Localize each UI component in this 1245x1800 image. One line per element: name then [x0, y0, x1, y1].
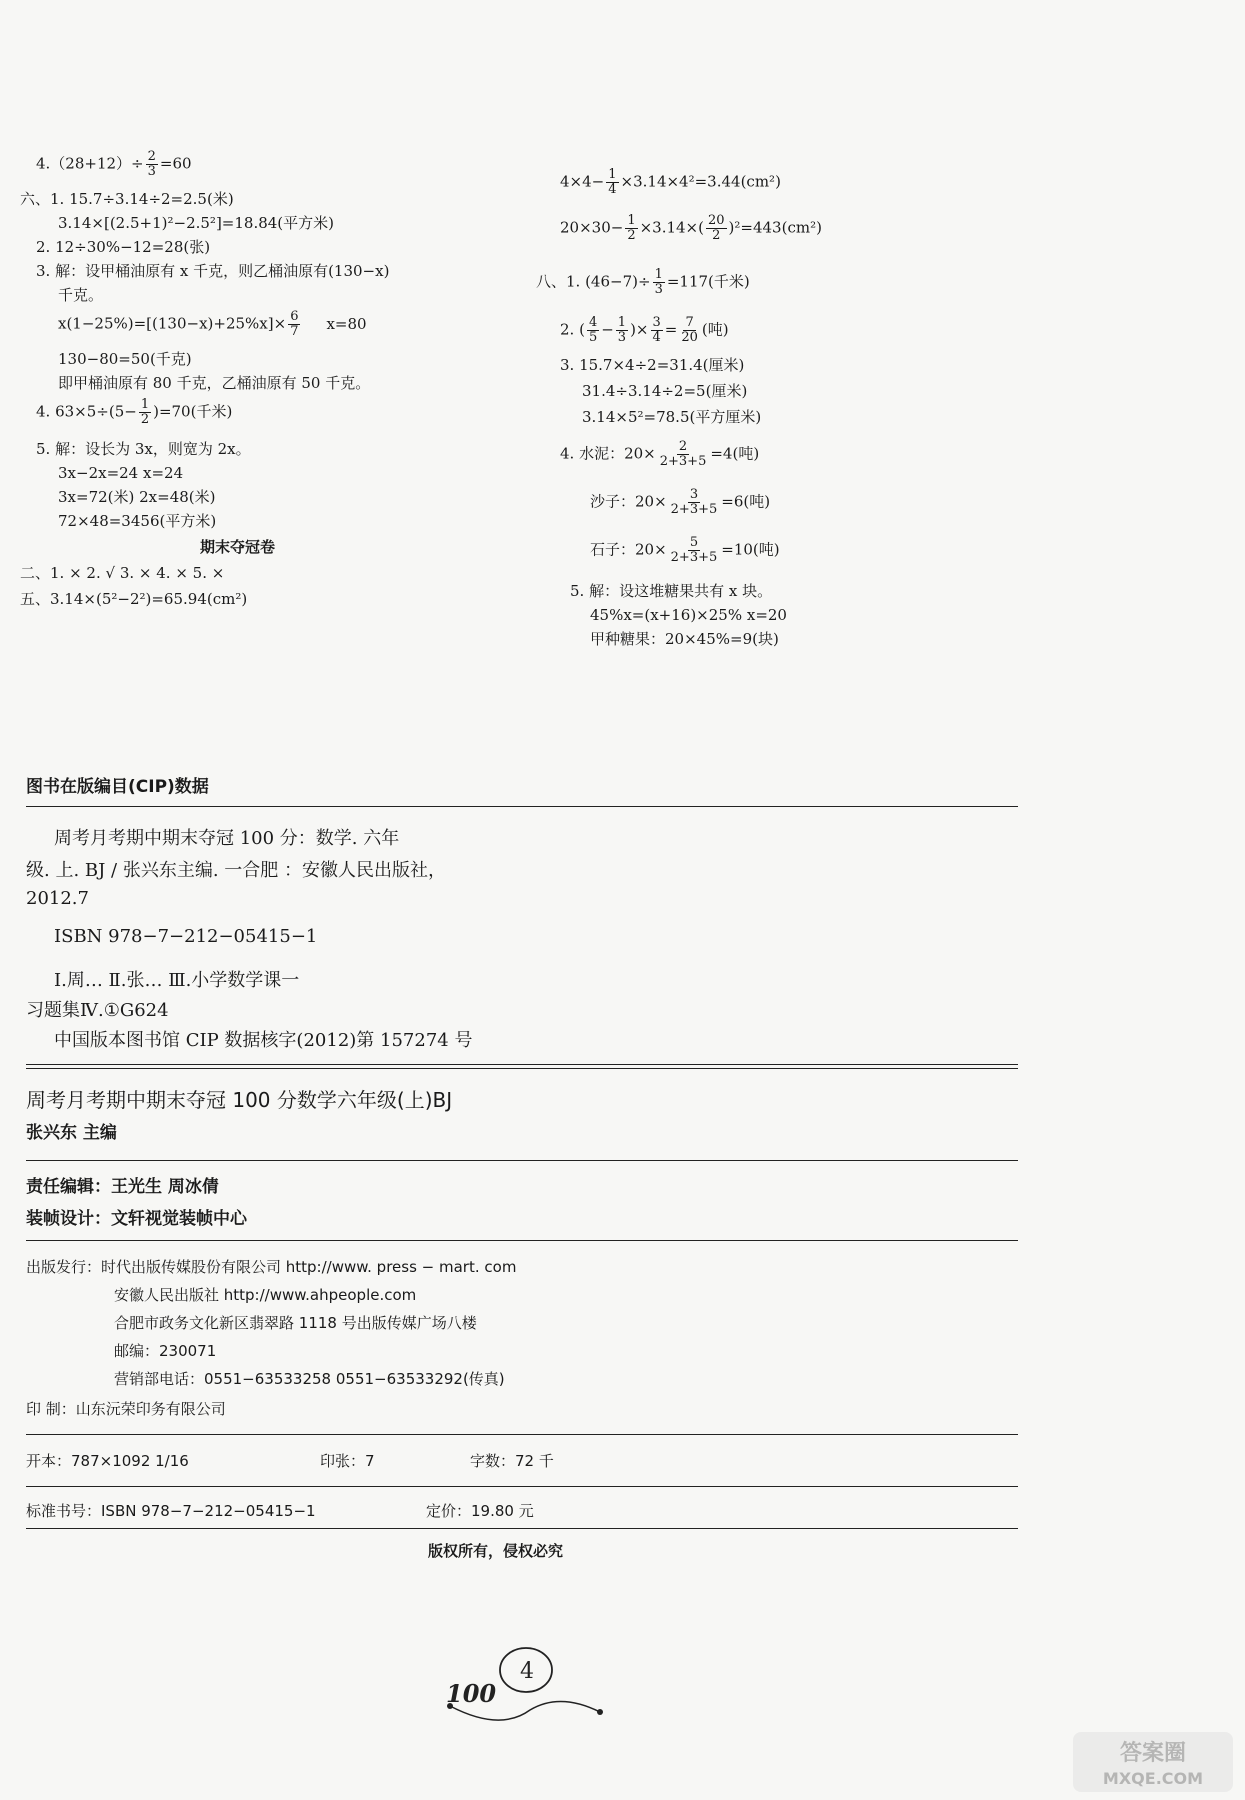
- answer-text: (吨): [701, 320, 729, 339]
- answer-line: [590, 536, 780, 565]
- answer-text: =60: [159, 154, 192, 173]
- fraction: [616, 316, 628, 345]
- fraction: [669, 488, 720, 517]
- publisher-phone: 营销部电话：0551−63533258 0551−63533292(传真): [114, 1370, 505, 1388]
- book-resp-editor: 责任编辑：王光生 周冰倩: [26, 1177, 219, 1197]
- spec-sheets: 印张：7: [320, 1452, 375, 1470]
- answer-line: [560, 440, 759, 469]
- denominator: 2+3+5: [659, 454, 707, 469]
- divider: [26, 806, 1018, 807]
- answer-line: [590, 488, 770, 517]
- fraction: [288, 310, 300, 339]
- fraction: [139, 398, 151, 427]
- numerator: 3: [652, 315, 661, 330]
- denominator: 3: [617, 330, 627, 345]
- answer-line: [560, 168, 781, 197]
- cip-line: 2012.7: [26, 888, 89, 909]
- denominator: 7: [290, 324, 299, 339]
- numerator: 4: [588, 315, 598, 330]
- book-title: 周考月考期中期末夺冠 100 分数学六年级(上)BJ: [26, 1088, 453, 1112]
- cip-record: 中国版本图书馆 CIP 数据核字(2012)第 157274 号: [54, 1030, 473, 1051]
- numerator: 1: [654, 267, 663, 282]
- divider: [26, 1240, 1018, 1241]
- publisher-line: 安徽人民出版社 http://www.ahpeople.com: [114, 1286, 417, 1304]
- copyright-notice: 版权所有，侵权必究: [428, 1542, 564, 1560]
- answer-line: 2. ( $\frac{4}{5}$ − $\frac{1}{3}$ )× $\frac{3}{4}$ = $\frac{7}{20}$ (吨): [560, 315, 729, 345]
- divider: [26, 1064, 1018, 1065]
- denominator: 20: [681, 330, 698, 345]
- numerator: 3: [689, 487, 699, 502]
- denominator: 2+3+5: [670, 550, 718, 565]
- answer-line: [536, 268, 750, 297]
- cip-line: 习题集Ⅳ.①G624: [26, 1000, 169, 1021]
- logo-text: 100: [446, 1679, 497, 1708]
- answer-line: 2. 12÷30%−12=28(张): [36, 238, 211, 256]
- fraction: [146, 150, 158, 179]
- answer-line: 5. 解：设这堆糖果共有 x 块。: [570, 582, 773, 600]
- fraction: [679, 316, 700, 345]
- book-design: 装帧设计：文轩视觉装帧中心: [26, 1209, 247, 1229]
- answer-line: 3.14×5²=78.5(平方厘米): [582, 408, 762, 426]
- spec-words: 字数：72 千: [470, 1452, 554, 1470]
- fraction: [606, 168, 618, 197]
- answer-line: 3. 15.7×4÷2=31.4(厘米): [560, 356, 745, 374]
- denominator: 2: [712, 228, 721, 243]
- answer-line: 3x=72(米) 2x=48(米): [58, 488, 216, 506]
- numerator: 1: [617, 315, 627, 330]
- cip-title: 图书在版编目(CIP)数据: [26, 777, 209, 797]
- answer-text: ×3.14×4²=3.44(cm²): [620, 172, 781, 191]
- answer-text: =10(吨): [721, 540, 780, 559]
- answer-line: 72×48=3456(平方米): [58, 512, 217, 530]
- denominator: 4: [608, 182, 617, 197]
- fraction: [625, 214, 637, 243]
- section-title: 期末夺冠卷: [200, 538, 276, 556]
- answer-line: [36, 398, 232, 427]
- cip-line: 级. 上. BJ / 张兴东主编. 一合肥 ：安徽人民出版社，: [26, 860, 447, 881]
- answer-text: 4×4−: [560, 172, 605, 191]
- answer-text: =117(千米): [666, 272, 750, 291]
- divider: [26, 1486, 1018, 1487]
- answer-text: =4(吨): [710, 444, 760, 463]
- spec-price: 定价：19.80 元: [426, 1502, 534, 1520]
- answer-line: 六、1. 15.7÷3.14÷2=2.5(米): [20, 190, 234, 208]
- numerator: 5: [689, 535, 699, 550]
- fraction: [669, 536, 720, 565]
- answer-text: 4. 63×5÷(5−: [36, 402, 137, 421]
- numerator: 20: [707, 213, 725, 228]
- publisher-line: 出版发行：时代出版传媒股份有限公司 http://www. press − mart. com: [26, 1258, 517, 1276]
- answer-line: 二、1. × 2. √ 3. × 4. × 5. ×: [20, 564, 225, 582]
- spec-format: 开本：787×1092 1/16: [26, 1452, 189, 1470]
- fraction: [706, 214, 727, 243]
- answer-text: 4.（28+12）÷: [36, 154, 144, 173]
- answer-line: 3. 解：设甲桶油原有 x 千克，则乙桶油原有(130−x): [36, 262, 390, 280]
- watermark: [1073, 1732, 1233, 1792]
- divider: [26, 1068, 1018, 1069]
- divider: [26, 1528, 1018, 1529]
- answer-text: )²=443(cm²): [728, 218, 822, 237]
- answer-text: 八、1. (46−7)÷: [536, 272, 651, 291]
- answer-line: 甲种糖果：20×45%=9(块): [590, 630, 779, 648]
- fraction: [651, 316, 663, 345]
- cip-isbn: ISBN 978−7−212−05415−1: [54, 926, 318, 947]
- answer-text: =6(吨): [721, 492, 771, 511]
- answer-line: 即甲桶油原有 80 千克，乙桶油原有 50 千克。: [58, 374, 371, 392]
- answer-line: 45%x=(x+16)×25% x=20: [590, 606, 787, 624]
- denominator: 2: [140, 412, 150, 427]
- denominator: 4: [652, 330, 661, 345]
- cip-line: Ⅰ.周… Ⅱ.张… Ⅲ.小学数学课一: [54, 970, 300, 991]
- numerator: 2: [678, 439, 688, 454]
- fraction: [658, 440, 709, 469]
- watermark-icon: [1073, 1732, 1233, 1792]
- answer-text: )=70(千米): [153, 402, 233, 421]
- publisher-postcode: 邮编：230071: [114, 1342, 217, 1360]
- denominator: 3: [654, 282, 663, 297]
- answer-text: 2. (: [560, 320, 585, 339]
- answer-text: 石子：20×: [590, 540, 667, 559]
- numerator: 7: [685, 315, 694, 330]
- answer-line: [36, 150, 192, 179]
- denominator: 5: [588, 330, 598, 345]
- answer-line: 3x−2x=24 x=24: [58, 464, 184, 482]
- answer-line: 31.4÷3.14÷2=5(厘米): [582, 382, 748, 400]
- spec-isbn: 标准书号：ISBN 978−7−212−05415−1: [26, 1502, 316, 1520]
- answer-text: x=80: [326, 314, 367, 333]
- numerator: 2: [147, 149, 156, 164]
- numerator: 1: [608, 167, 617, 182]
- answer-line: 130−80=50(千克): [58, 350, 192, 368]
- denominator: 3: [147, 164, 156, 179]
- answer-line: 5. 解：设长为 3x，则宽为 2x。: [36, 440, 251, 458]
- numerator: 6: [290, 309, 299, 324]
- answer-line: [58, 310, 367, 339]
- watermark-top: 答案圈: [1119, 1741, 1187, 1766]
- answer-text: 沙子：20×: [590, 492, 667, 511]
- page-number: 4: [520, 1659, 534, 1684]
- answer-text: 4. 水泥：20×: [560, 444, 656, 463]
- numerator: 1: [627, 213, 636, 228]
- fraction: [587, 316, 599, 345]
- publisher-address: 合肥市政务文化新区翡翠路 1118 号出版传媒广场八楼: [114, 1314, 477, 1332]
- answer-text: ×3.14×(: [639, 218, 704, 237]
- page-logo: [440, 1640, 620, 1730]
- answer-text: 20×30−: [560, 218, 624, 237]
- divider: [26, 1160, 1018, 1161]
- fraction: [653, 268, 665, 297]
- cip-line: 周考月考期中期末夺冠 100 分：数学. 六年: [54, 828, 400, 849]
- answer-line: 五、3.14×(5²−2²)=65.94(cm²): [20, 590, 248, 608]
- watermark-bottom: MXQE.COM: [1102, 1769, 1204, 1788]
- denominator: 2+3+5: [670, 502, 718, 517]
- answer-line: 3.14×[(2.5+1)²−2.5²]=18.84(平方米): [58, 214, 335, 232]
- printer: 印 制：山东沅荣印务有限公司: [26, 1400, 226, 1418]
- answer-line: [560, 214, 822, 243]
- answer-line: 千克。: [58, 286, 104, 304]
- denominator: 2: [627, 228, 636, 243]
- answer-text: x(1−25%)=[(130−x)+25%x]×: [58, 314, 287, 333]
- book-editor: 张兴东 主编: [26, 1123, 117, 1143]
- divider: [26, 1434, 1018, 1435]
- numerator: 1: [140, 397, 150, 412]
